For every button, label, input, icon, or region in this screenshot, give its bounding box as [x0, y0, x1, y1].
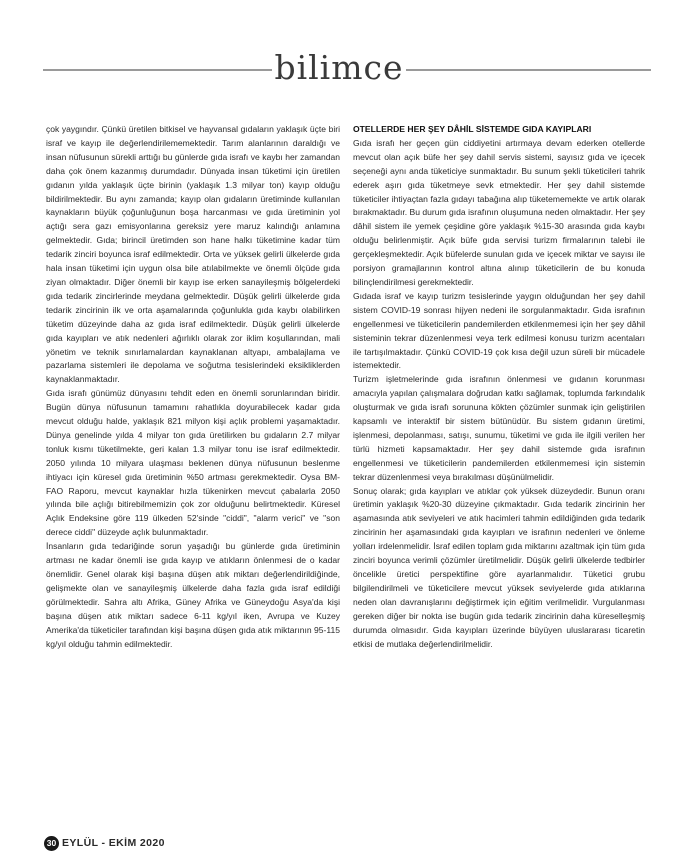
magazine-header: [0, 44, 695, 94]
body-paragraph: Sonuç olarak; gıda kayıpları ve atıklar çok yüksek düzeydedir. Bunun oranı üretimin yaklaşık %20-30 düzeyine çıkmaktadır. Gıda tedarik zincirinin her aşamasında atık seviyeleri ve atık hacimleri tahmin edildiğinden gıda tedarik zincirinin her aşamasındaki gıda kayıpları ve israfının nedenleri ve önleme yolları irdelenmelidir. İsraf edilen toplam gıda miktarını azaltmak için tüm gıda zinciri boyunca verimli çözümler üretilmelidir. Düşük gelirli ülkelerde tedbirler öncelikle üretici perspektifine göre ayarlanmalıdır. Tüketici grubu bilgilendirilmeli ve tüketicilere mevcut yüksek seviyelerde gıda atıklarına neden olan davranışlarını değiştirmek için eğitim verilmelidir. Vurgulanması gereken diğer bir nokta ise bugün gıda tedarik zincirinin daha küreselleşmiş durumda olmasıdır. Gıda kayıpları üzerinde büyüyen uluslararası ticaretin etkisi de mutlaka değerlendirilmelidir.: [353, 485, 645, 649]
header-rule-right: [406, 69, 651, 71]
body-paragraph: çok yaygındır. Çünkü üretilen bitkisel ve hayvansal gıdaların yaklaşık üçte biri israf ve kayıp ile değerlendirilememektedir. Tarım alanlarının daraldığı ve insan nüfusunun sürekli arttığı bu günlerde gıda israfı ve kaybı her zamandan daha çok önem kazanmış durumdadır. Dünyada insan tüketimi için üretilen gıdanın yılda yaklaşık üçte birinin (yaklaşık 1.3 milyar ton) kayıp olduğu bildirilmektedir. Bu aynı zamanda; kayıp olan gıdaların üretiminde kullanılan kaynakların büyük çoğunluğunun boşa harcanması ve gıda üretiminin yol açtığı sera gazı emisyonlarına gereksiz yere maruz kalındığı anlamına gelmektedir. Gıda; birincil üretimden son hane halkı tüketimine kadar tüm tedarik zinciri boyunca israf edilmektedir. Orta ve yüksek gelirli ülkelerde gıda hala insan tüketimi için uygun olsa bile atılabilmekte ve önemli ölçüde gıda ziyan olmaktadır. Diğer önemli bir kayıp ise erken sanayileşmiş bölgelerdeki gıda tedarik zincirlerinde meydana gelmektedir. Düşük gelirli ülkelerde gıda tedarik zincirinin ilk ve orta aşamalarında çoğunlukla gıda kaybı olabilirken tüketim düzeyinde daha az gıda israf edilmektedir. Düşük gelirli ülkelerde gıda kayıpları ve atık nedenleri ağırlıklı olarak zor iklim koşullarından, mali yönetim ve teknik sınırlamalardan kaynaklanan altyapı, ambalajlama ve pazarlama sistemleri ile depolama ve soğutma tesislerindeki eksikliklerden kaynaklanmaktadır.: [46, 124, 340, 385]
body-paragraph: Gıda israfı günümüz dünyasını tehdit eden en önemli sorunlarından biridir. Bugün dünya nüfusunun tamamını rahatlıkla doyurabilecek kadar gıda mevcut olduğu halde, yaklaşık 821 milyon kişi açlık problemi yaşamaktadır. Dünya genelinde yılda 4 milyar ton gıda üretilirken bu gıdaların 2.7 milyar tonluk kısmı tüketilmekte, geri kalan 1.3 milyar tonu ise israf edilmektedir. 2050 yılında 10 milyara ulaşması beklenen dünya nüfusunun beslenme ihtiyacı için küresel gıda üretiminin %50 artması gerekmektedir. Oysa BM-FAO Raporu, mevcut kaynaklar hızla tükenirken mevcut çabalarla 2050 yılında bile açlığı bitirebilmemizin çok zor olduğunu belirtmektedir. Küresel Açlık Endeksine göre 119 ülkeden 52'sinde "ciddi", "alarm verici" ve "son derece ciddi" düzeyde açlık bulunmaktadır.: [46, 388, 340, 538]
body-paragraph: Gıda israfı her geçen gün ciddiyetini artırmaya devam ederken otellerde mevcut olan açık büfe her şey dahil servis sistemi, sayısız gıda ve içecek seçeneği aynı anda tüketiciye sunmaktadır. Bu sunum şekli tüketicileri tahrik ederek aşırı gıda tüketmeye sevk etmektedir. Her şey dahil sistemde tüketiciler ihtiyaçtan fazla gıdayı tabağına alıp tüketememekte ve artık olarak bırakmaktadır. Bu durum gıda israfının oluşumuna neden olmaktadır. Her şey dâhil sistem ile yemek çeşidine göre yaklaşık %15-30 arasında gıda kaybı olduğu belirlenmiştir. Açık büfe gıda servisi turizm firmalarının talebi ile gerçekleşmektedir. Açık büfelerde sunulan gıda ve içecek miktar ve sayısı ile porsiyon gramajlarının kontrol altına alınıp tüketicilerin de bu konuda bilinçlendirilmesi gerekmektedir.: [353, 137, 645, 287]
body-paragraph: İnsanların gıda tedariğinde sorun yaşadığı bu günlerde gıda üretiminin artması ne kadar önemli ise gıda kayıp ve atıkların önlenmesi de o kadar önemlidir. Genel olarak kişi başına düşen atık miktarı değerlendirildiğinde, gelişmekte olan ve sanayileşmiş ülkelerde daha fazla gıda israf edildiği görülmektedir. Sahra altı Afrika, Güney Afrika ve Güneydoğu Asya'da kişi başına düşen atık miktarı sadece 6-11 kg/yıl iken, Avrupa ve Kuzey Amerika'da tüketiciler tarafından kişi başına düşen gıda atık miktarının 95-115 kg/yıl olduğu tahmin edilmektedir.: [46, 541, 340, 649]
body-paragraph: Gıdada israf ve kayıp turizm tesislerinde yaygın olduğundan her şey dahil sistem COVID-19 sonrası hijyen nedeni ile sorgulanmaktadır. Gıda israfının engellenmesi ve tüketicilerin pandemilerden etkilenmemesi için her şey dâhil sisteminin tekrar düzenlenmesi veya terk edilmesi konusu turizm acentaları ile tartışılmaktadır. Çünkü COVID-19 çok kısa değil uzun süreli bir mücadele istemektedir.: [353, 290, 645, 371]
left-column: [46, 123, 340, 651]
magazine-logo: bilimce: [274, 48, 404, 87]
body-paragraph: Turizm işletmelerinde gıda israfının önlenmesi ve gıdanın korunması amacıyla yapılan çalışmalara doğrudan katkı sağlamak, toplumda farkındalık oluşturmak ve gıda israfı sorununa kökten çözümler sunmak için geliştirilen kapsamlı ve interaktif bir sistem bütünüdür. Bu sistem gıdanın üretimi, işlenmesi, depolanması, satışı, sunumu, tüketimi ve gıda ile ilgili verilen her türlü hizmeti kapsamaktadır. Her şey dahil sistemde gıda israfının engellenmesi ve tüketicilerin pandemilerden etkilenmemesi için sistemin tekrar düzenlenmesi veya bırakılması düşünülmelidir.: [353, 374, 645, 482]
section-heading: OTELLERDE HER ŞEY DÂHİL SİSTEMDE GIDA KAYIPLARI: [353, 124, 592, 134]
header-rule-left: [43, 69, 272, 71]
page-footer: [44, 835, 165, 851]
issue-date: EYLÜL - EKİM 2020: [62, 837, 165, 849]
right-column: [353, 123, 645, 651]
page-number: 30: [44, 836, 59, 851]
